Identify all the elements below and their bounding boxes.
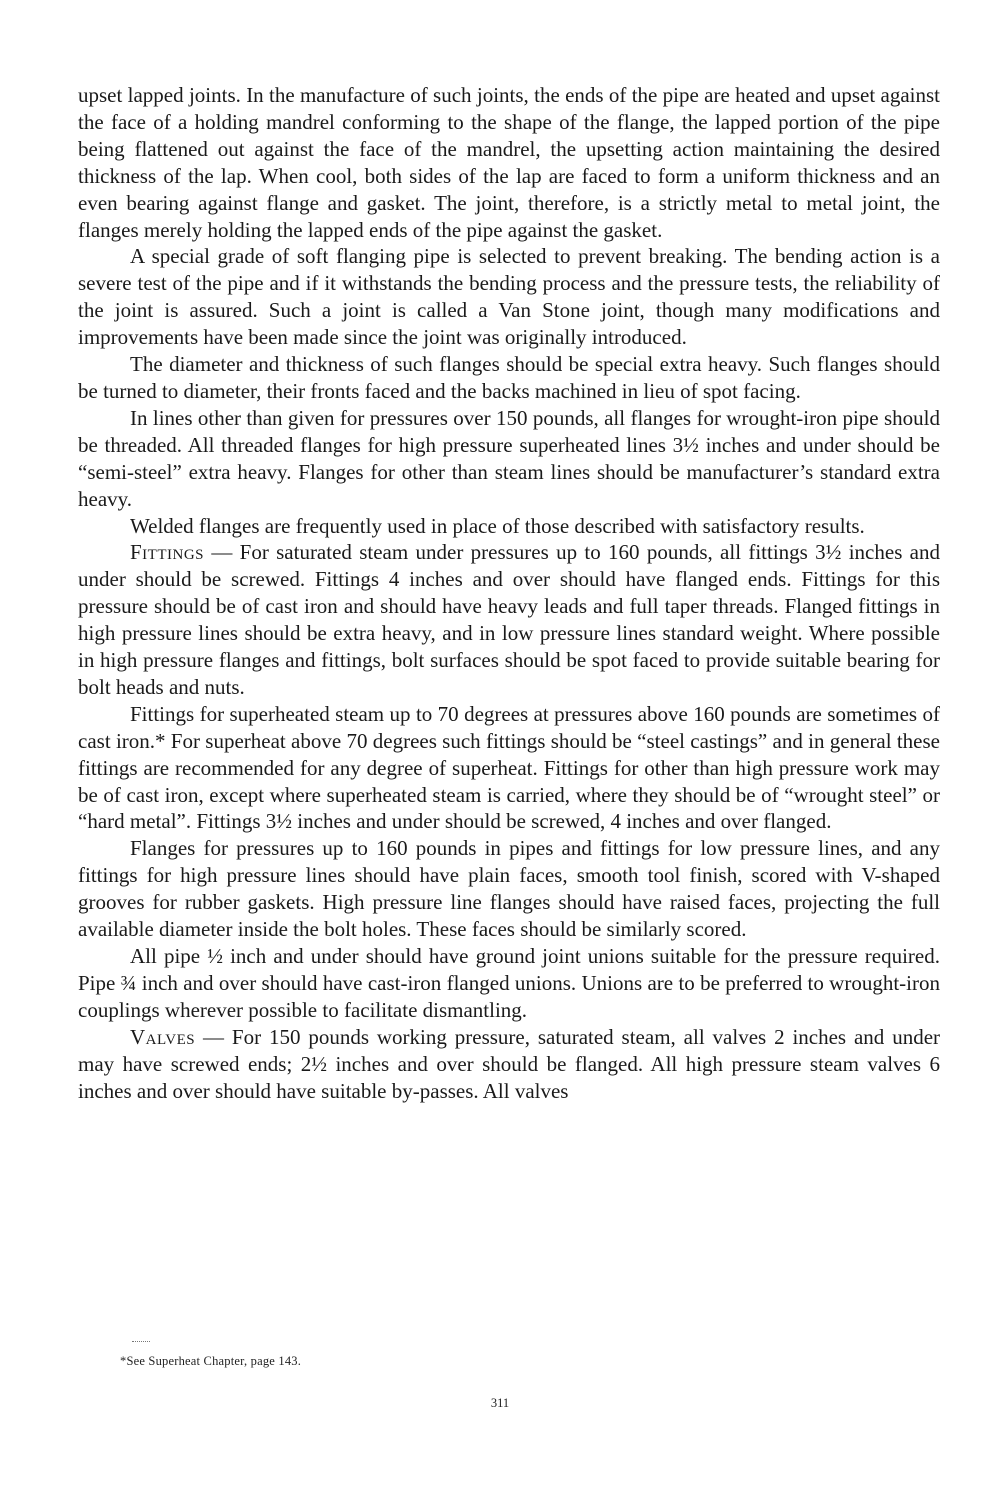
paragraph-superheated-fittings: Fittings for superheated steam up to 70 degrees at pressures above 160 pounds are sometimes of cast iron.* For superheat above 70 degrees such fittings should be “steel castings” and in general these fittings are recommended for any degree of superheat. Fittings for other than high pressure work may be of cast iron, except where superheated steam is carried, where they should be of “wrought steel” or “hard metal”. Fittings 3½ inches and under should be screwed, 4 inches and over flanged.: [78, 701, 940, 834]
page-number: 311: [490, 1396, 510, 1410]
paragraph-valves: Valves — For 150 pounds working pressure, saturated steam, all valves 2 inches and under may have screwed ends; 2½ inches and over should be flanged. All high pressure steam valves 6 inches and over should have suitable by-passes. All valves: [78, 1024, 941, 1103]
section-heading-fittings: Fittings: [130, 540, 205, 565]
footnote-rule: [132, 1341, 150, 1342]
footnote: *See Superheat Chapter, page 143.: [120, 1354, 302, 1368]
paragraph-lapped-joints: upset lapped joints. In the manufacture of such joints, the ends of the pipe are heated and upset against the face of a holding mandrel conforming to the shape of the flange, the lapped portion of the pipe being flattened out against the face of the mandrel, the upsetting action maintaining the desired thickness of the lap. When cool, both sides of the lap are faced to form a uniform thickness and an even bearing against flange and gasket. The joint, therefore, is a strictly metal to metal joint, the flanges merely holding the lapped ends of the pipe against the gasket.: [78, 83, 940, 242]
paragraph-threaded-flanges: In lines other than given for pressures over 150 pounds, all flanges for wrought-iron pipe should be threaded. All threaded flanges for high pressure superheated lines 3½ inches and under should be “semi-steel” extra heavy. Flanges for other than steam lines should be manufacturer’s standard extra heavy.: [78, 405, 940, 511]
paragraph-welded-flanges: Welded flanges are frequently used in place of those described with satisfactory results.: [130, 513, 865, 538]
paragraph-unions: All pipe ½ inch and under should have ground joint unions suitable for the pressure required. Pipe ¾ inch and over should have cast-iron flanged unions. Unions are to be preferred to wrought-iron couplings wherever possible to facilitate dismantling.: [78, 944, 940, 1022]
paragraph-flanging-pipe: A special grade of soft flanging pipe is selected to prevent breaking. The bending action is a severe test of the pipe and if it withstands the bending process and the pressure tests, the reliability of the joint is assured. Such a joint is called a Van Stone joint, though many modifications and improvements have been made since the joint was originally introduced.: [78, 244, 940, 350]
paragraph-flange-faces: Flanges for pressures up to 160 pounds in pipes and fittings for low pressure lines, and any fittings for high pressure lines should have plain faces, smooth tool finish, scored with V-shaped grooves for rubber gaskets. High pressure line flanges should have raised faces, projecting the full available diameter inside the bolt holes. These faces should be similarly scored.: [78, 836, 940, 942]
paragraph-flange-diameter: The diameter and thickness of such flanges should be special extra heavy. Such flanges should be turned to diameter, their fronts faced and the backs machined in lieu of spot facing.: [78, 352, 940, 403]
page-body: [78, 82, 940, 1104]
paragraph-fittings: Fittings — For saturated steam under pressures up to 160 pounds, all fittings 3½ inches and under should be screwed. Fittings 4 inches and over should have flanged ends. Fittings for this pressure should be of cast iron and should have heavy leads and full taper threads. Flanged fittings in high pressure lines should be extra heavy, and in low pressure lines standard weight. Where possible in high pressure flanges and fittings, bolt surfaces should be spot faced to provide suitable bearing for bolt heads and nuts.: [78, 540, 940, 699]
section-heading-valves: Valves: [130, 1024, 196, 1049]
